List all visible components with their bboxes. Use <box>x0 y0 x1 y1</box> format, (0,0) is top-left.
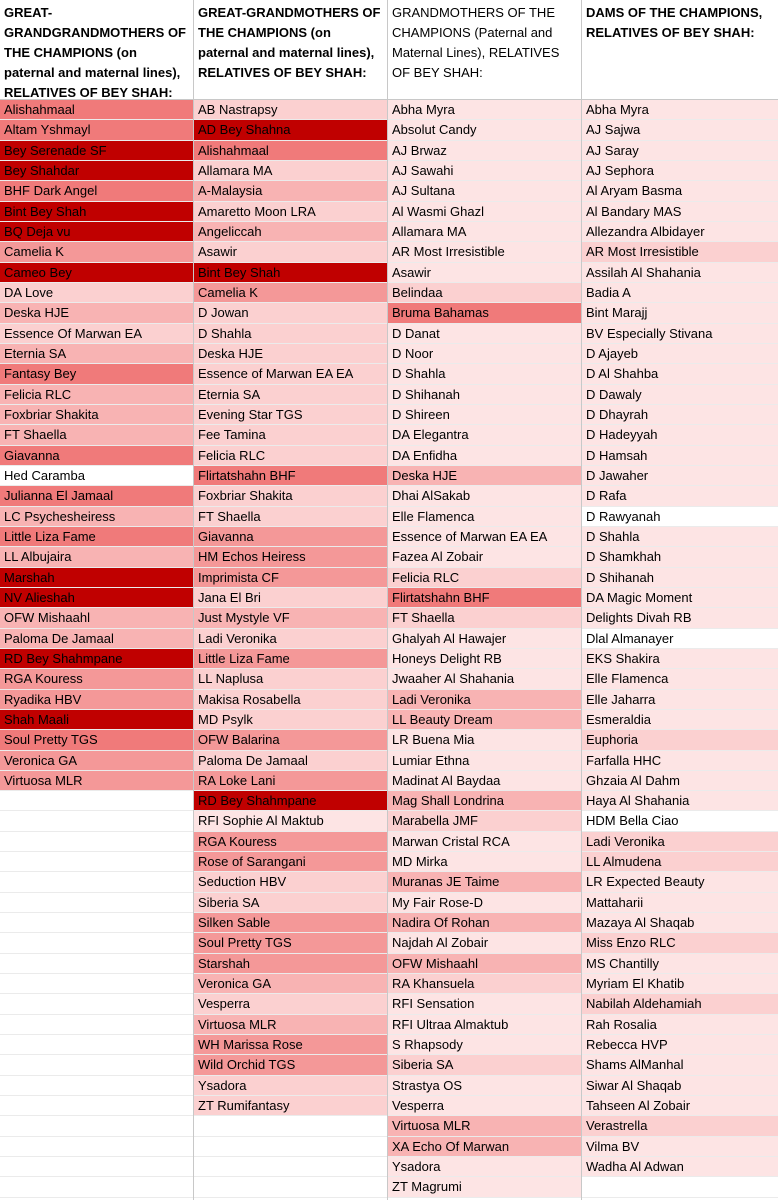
table-cell: Tahseen Al Zobair <box>582 1096 778 1116</box>
table-cell: Euphoria <box>582 730 778 750</box>
table-cell <box>0 933 193 953</box>
table-cell: DA Love <box>0 283 193 303</box>
table-cell: My Fair Rose-D <box>388 893 581 913</box>
table-cell: RD Bey Shahmpane <box>194 791 387 811</box>
table-cell: Bint Bey Shah <box>0 202 193 222</box>
table-cell: Allezandra Albidayer <box>582 222 778 242</box>
table-cell: LR Expected Beauty <box>582 872 778 892</box>
table-cell: Paloma De Jamaal <box>0 629 193 649</box>
table-cell: Soul Pretty TGS <box>194 933 387 953</box>
table-cell <box>0 1177 193 1197</box>
table-cell: Farfalla HHC <box>582 751 778 771</box>
table-cell: Shams AlManhal <box>582 1055 778 1075</box>
table-cell: HDM Bella Ciao <box>582 811 778 831</box>
table-cell: OFW Mishaahl <box>0 608 193 628</box>
table-cell: D Shihanah <box>582 568 778 588</box>
table-cell: Mazaya Al Shaqab <box>582 913 778 933</box>
table-cell: Virtuosa MLR <box>194 1015 387 1035</box>
table-cell: LL Almudena <box>582 852 778 872</box>
table-cell: Bey Shahdar <box>0 161 193 181</box>
table-cell: RGA Kouress <box>0 669 193 689</box>
table-cell: Asawir <box>388 263 581 283</box>
table-cell <box>0 1035 193 1055</box>
table-cell: Siberia SA <box>388 1055 581 1075</box>
table-cell: AR Most Irresistible <box>582 242 778 262</box>
table-cell: LL Beauty Dream <box>388 710 581 730</box>
table-cell: Muranas JE Taime <box>388 872 581 892</box>
table-cell: Allamara MA <box>194 161 387 181</box>
table-cell: Felicia RLC <box>0 385 193 405</box>
table-cell <box>0 1157 193 1177</box>
table-cell: Allamara MA <box>388 222 581 242</box>
table-cell: RFI Ultraa Almaktub <box>388 1015 581 1035</box>
table-cell: Vesperra <box>388 1096 581 1116</box>
table-cell: Foxbriar Shakita <box>194 486 387 506</box>
table-cell: BV Especially Stivana <box>582 324 778 344</box>
column-header: GRANDMOTHERS OF THE CHAMPIONS (Paternal and Maternal Lines), RELATIVES OF BEY SHAH: <box>388 0 581 100</box>
table-cell: Ghalyah Al Hawajer <box>388 629 581 649</box>
table-cell <box>194 1157 387 1177</box>
table-cell: Flirtatshahn BHF <box>388 588 581 608</box>
table-cell: AD Bey Shahna <box>194 120 387 140</box>
table-cell <box>0 994 193 1014</box>
table-cell: Lumiar Ethna <box>388 751 581 771</box>
table-cell: Elle Flamenca <box>388 507 581 527</box>
table-cell: D Dawaly <box>582 385 778 405</box>
table-cell: HM Echos Heiress <box>194 547 387 567</box>
table-cell: Asawir <box>194 242 387 262</box>
table-cell: LL Naplusa <box>194 669 387 689</box>
table-cell: Bint Bey Shah <box>194 263 387 283</box>
table-cell: Imprimista CF <box>194 568 387 588</box>
table-cell: WH Marissa Rose <box>194 1035 387 1055</box>
table-cell: D Shahla <box>582 527 778 547</box>
table-cell: MD Psylk <box>194 710 387 730</box>
column-header: GREAT-GRANDMOTHERS OF THE CHAMPIONS (on paternal and maternal lines), RELATIVES OF BEY SHAH: <box>194 0 387 100</box>
table-cell: RD Bey Shahmpane <box>0 649 193 669</box>
table-cell: S Rhapsody <box>388 1035 581 1055</box>
table-cell: Veronica GA <box>0 751 193 771</box>
table-cell: AB Nastrapsy <box>194 100 387 120</box>
table-cell: Virtuosa MLR <box>0 771 193 791</box>
table-cell: RGA Kouress <box>194 832 387 852</box>
table-cell: Altam Yshmayl <box>0 120 193 140</box>
column-great-grandmothers <box>194 0 388 1200</box>
table-cell: DA Enfidha <box>388 446 581 466</box>
table-cell: Angeliccah <box>194 222 387 242</box>
table-cell: Al Wasmi Ghazl <box>388 202 581 222</box>
table-cell: Silken Sable <box>194 913 387 933</box>
table-cell: EKS Shakira <box>582 649 778 669</box>
table-cell: D Shamkhah <box>582 547 778 567</box>
table-cell: Siwar Al Shaqab <box>582 1076 778 1096</box>
table-cell: Fantasy Bey <box>0 364 193 384</box>
table-cell: D Jowan <box>194 303 387 323</box>
table-cell: Soul Pretty TGS <box>0 730 193 750</box>
table-cell: Veronica GA <box>194 974 387 994</box>
table-cell: Alishahmaal <box>0 100 193 120</box>
table-cell: NV Alieshah <box>0 588 193 608</box>
table-cell: Flirtatshahn BHF <box>194 466 387 486</box>
table-cell: Jwaaher Al Shahania <box>388 669 581 689</box>
table-cell: Delights Divah RB <box>582 608 778 628</box>
table-cell: Just Mystyle VF <box>194 608 387 628</box>
table-cell <box>0 1055 193 1075</box>
table-cell: Giavanna <box>0 446 193 466</box>
table-cell: XA Echo Of Marwan <box>388 1137 581 1157</box>
table-cell: D Rafa <box>582 486 778 506</box>
table-cell: Felicia RLC <box>194 446 387 466</box>
table-cell: Amaretto Moon LRA <box>194 202 387 222</box>
table-cell: Camelia K <box>0 242 193 262</box>
table-cell: AR Most Irresistible <box>388 242 581 262</box>
column-rows <box>194 100 387 1198</box>
table-cell <box>0 791 193 811</box>
table-cell: Essence Of Marwan EA <box>0 324 193 344</box>
table-cell: Felicia RLC <box>388 568 581 588</box>
table-cell: BQ Deja vu <box>0 222 193 242</box>
table-cell: Wadha Al Adwan <box>582 1157 778 1177</box>
table-cell <box>0 954 193 974</box>
table-cell: D Dhayrah <box>582 405 778 425</box>
column-rows <box>0 100 193 1198</box>
table-cell: D Al Shahba <box>582 364 778 384</box>
table-cell: ZT Magrumi <box>388 1177 581 1197</box>
table-cell: Ghzaia Al Dahm <box>582 771 778 791</box>
table-cell: Mag Shall Londrina <box>388 791 581 811</box>
table-cell: D Hadeyyah <box>582 425 778 445</box>
table-cell: Essence of Marwan EA EA <box>388 527 581 547</box>
column-rows <box>582 100 778 1198</box>
table-cell: FT Shaella <box>0 425 193 445</box>
table-cell <box>0 872 193 892</box>
table-cell: MD Mirka <box>388 852 581 872</box>
table-cell: Evening Star TGS <box>194 405 387 425</box>
table-cell <box>194 1137 387 1157</box>
table-cell: Haya Al Shahania <box>582 791 778 811</box>
table-cell: OFW Mishaahl <box>388 954 581 974</box>
table-cell: Ysadora <box>388 1157 581 1177</box>
table-cell <box>0 974 193 994</box>
table-cell: D Danat <box>388 324 581 344</box>
table-cell: RA Loke Lani <box>194 771 387 791</box>
table-cell: RFI Sensation <box>388 994 581 1014</box>
table-cell: Marshah <box>0 568 193 588</box>
table-cell: Rah Rosalia <box>582 1015 778 1035</box>
table-cell <box>0 1116 193 1136</box>
table-cell: Makisa Rosabella <box>194 690 387 710</box>
table-cell <box>582 1177 778 1197</box>
table-cell: Strastya OS <box>388 1076 581 1096</box>
table-cell: Fazea Al Zobair <box>388 547 581 567</box>
table-cell: MS Chantilly <box>582 954 778 974</box>
table-cell: Little Liza Fame <box>194 649 387 669</box>
table-cell: D Hamsah <box>582 446 778 466</box>
table-cell: Mattaharii <box>582 893 778 913</box>
table-cell: Belindaa <box>388 283 581 303</box>
table-cell: FT Shaella <box>194 507 387 527</box>
table-cell: LR Buena Mia <box>388 730 581 750</box>
table-cell: Virtuosa MLR <box>388 1116 581 1136</box>
table-cell: Wild Orchid TGS <box>194 1055 387 1075</box>
table-cell: Starshah <box>194 954 387 974</box>
column-header: DAMS OF THE CHAMPIONS, RELATIVES OF BEY SHAH: <box>582 0 778 100</box>
table-cell: AJ Sawahi <box>388 161 581 181</box>
table-cell: Marwan Cristal RCA <box>388 832 581 852</box>
table-cell <box>194 1177 387 1197</box>
table-cell: Foxbriar Shakita <box>0 405 193 425</box>
table-cell: Hed Caramba <box>0 466 193 486</box>
table-cell: A-Malaysia <box>194 181 387 201</box>
column-rows <box>388 100 581 1198</box>
table-cell: Cameo Bey <box>0 263 193 283</box>
table-cell: Marabella JMF <box>388 811 581 831</box>
table-cell: Ysadora <box>194 1076 387 1096</box>
table-cell: Najdah Al Zobair <box>388 933 581 953</box>
table-cell: D Shahla <box>388 364 581 384</box>
table-cell: Fee Tamina <box>194 425 387 445</box>
table-cell: Miss Enzo RLC <box>582 933 778 953</box>
table-cell <box>0 832 193 852</box>
table-cell: Bey Serenade SF <box>0 141 193 161</box>
table-cell: FT Shaella <box>388 608 581 628</box>
column-header: GREAT-GRANDGRANDMOTHERS OF THE CHAMPIONS (on paternal and maternal lines), RELATIVES OF BEY SHAH: <box>0 0 193 100</box>
table-cell: Honeys Delight RB <box>388 649 581 669</box>
table-cell: D Ajayeb <box>582 344 778 364</box>
table-cell: Elle Flamenca <box>582 669 778 689</box>
table-cell: Ryadika HBV <box>0 690 193 710</box>
table-cell: Seduction HBV <box>194 872 387 892</box>
table-cell: Eternia SA <box>194 385 387 405</box>
table-cell: AJ Sultana <box>388 181 581 201</box>
table-cell: Vilma BV <box>582 1137 778 1157</box>
table-cell: Siberia SA <box>194 893 387 913</box>
table-cell: Bruma Bahamas <box>388 303 581 323</box>
table-cell <box>0 913 193 933</box>
table-cell <box>0 811 193 831</box>
table-cell: Ladi Veronika <box>582 832 778 852</box>
table-cell: AJ Sajwa <box>582 120 778 140</box>
table-cell: Eternia SA <box>0 344 193 364</box>
table-cell: Abha Myra <box>388 100 581 120</box>
table-cell: RFI Sophie Al Maktub <box>194 811 387 831</box>
table-cell <box>0 893 193 913</box>
table-cell: Elle Jaharra <box>582 690 778 710</box>
table-cell: AJ Brwaz <box>388 141 581 161</box>
table-cell: Camelia K <box>194 283 387 303</box>
table-cell: Julianna El Jamaal <box>0 486 193 506</box>
table-cell: Nadira Of Rohan <box>388 913 581 933</box>
table-cell: Myriam El Khatib <box>582 974 778 994</box>
table-cell <box>194 1116 387 1136</box>
table-cell: D Noor <box>388 344 581 364</box>
table-cell: BHF Dark Angel <box>0 181 193 201</box>
table-cell: D Jawaher <box>582 466 778 486</box>
table-cell <box>0 1076 193 1096</box>
table-cell: Rebecca HVP <box>582 1035 778 1055</box>
column-great-grandgrandmothers <box>0 0 194 1200</box>
table-cell: Ladi Veronika <box>194 629 387 649</box>
table-cell: DA Elegantra <box>388 425 581 445</box>
table-cell: Vesperra <box>194 994 387 1014</box>
table-cell: ZT Rumifantasy <box>194 1096 387 1116</box>
table-cell: Dlal Almanayer <box>582 629 778 649</box>
table-cell: Giavanna <box>194 527 387 547</box>
table-cell: Jana El Bri <box>194 588 387 608</box>
table-cell: Nabilah Aldehamiah <box>582 994 778 1014</box>
table-cell: Al Bandary MAS <box>582 202 778 222</box>
table-cell <box>0 1137 193 1157</box>
table-cell: D Shihanah <box>388 385 581 405</box>
table-cell: Absolut Candy <box>388 120 581 140</box>
table-cell: Assilah Al Shahania <box>582 263 778 283</box>
table-cell: Shah Maali <box>0 710 193 730</box>
table-cell: Little Liza Fame <box>0 527 193 547</box>
table-cell: Essence of Marwan EA EA <box>194 364 387 384</box>
table-cell: Alishahmaal <box>194 141 387 161</box>
table-cell: RA Khansuela <box>388 974 581 994</box>
table-cell: Al Aryam Basma <box>582 181 778 201</box>
table-cell: AJ Sephora <box>582 161 778 181</box>
table-cell <box>0 1096 193 1116</box>
column-dams <box>582 0 778 1200</box>
table-cell <box>0 1015 193 1035</box>
table-cell: Abha Myra <box>582 100 778 120</box>
table-cell: OFW Balarina <box>194 730 387 750</box>
table-cell: Deska HJE <box>0 303 193 323</box>
table-cell: LC Psychesheiress <box>0 507 193 527</box>
table-cell: Badia A <box>582 283 778 303</box>
table-cell: Rose of Sarangani <box>194 852 387 872</box>
table-cell: Madinat Al Baydaa <box>388 771 581 791</box>
table-cell: Deska HJE <box>194 344 387 364</box>
column-grandmothers <box>388 0 582 1200</box>
table-cell: D Shireen <box>388 405 581 425</box>
table-cell: DA Magic Moment <box>582 588 778 608</box>
table-cell: LL Albujaira <box>0 547 193 567</box>
table-cell: Dhai AlSakab <box>388 486 581 506</box>
table-cell: Verastrella <box>582 1116 778 1136</box>
table-cell: Bint Marajj <box>582 303 778 323</box>
table-cell: D Rawyanah <box>582 507 778 527</box>
table-cell: D Shahla <box>194 324 387 344</box>
table-cell: Paloma De Jamaal <box>194 751 387 771</box>
table-cell: AJ Saray <box>582 141 778 161</box>
table-cell <box>0 852 193 872</box>
table-cell: Deska HJE <box>388 466 581 486</box>
table-cell: Esmeraldia <box>582 710 778 730</box>
table-cell: Ladi Veronika <box>388 690 581 710</box>
